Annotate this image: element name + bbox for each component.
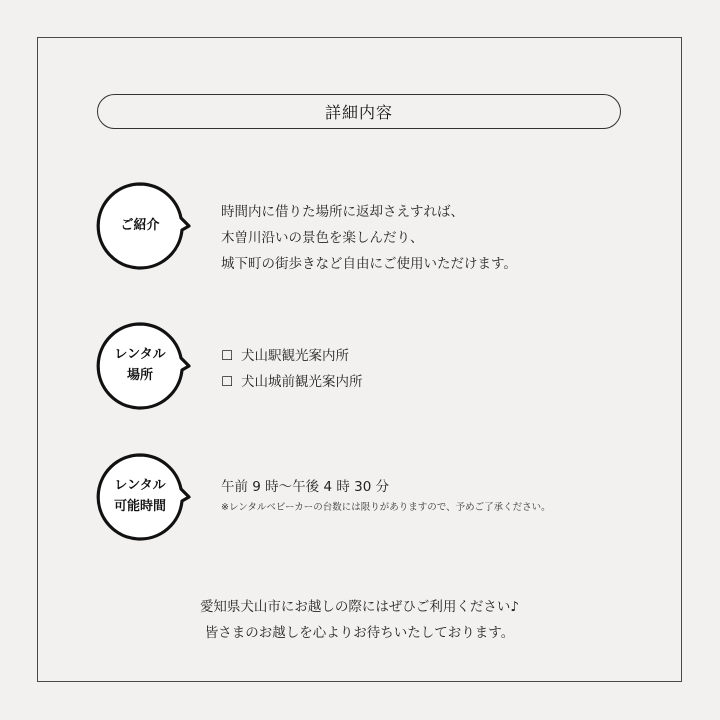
rental-location-bubble-label-line1: レンタル (114, 347, 166, 362)
footer-line: 愛知県犬山市にお越しの際にはぜひご利用ください♪ (199, 599, 520, 615)
rental-location-item: 犬山城前観光案内所 (241, 374, 363, 390)
rental-hours-bubble-label-line1: レンタル (114, 478, 166, 493)
section-title-text: 詳細内容 (324, 103, 393, 122)
rental-location-speech-bubble (96, 322, 194, 412)
list-item (221, 343, 363, 369)
intro-line: 木曽川沿いの景色を楽しんだり、 (221, 230, 424, 246)
rental-hours-speech-bubble (96, 453, 194, 543)
rental-location-bubble-label-line2: 場所 (126, 368, 153, 383)
footer-line: 皆さまのお越しを心よりお待ちいたしております。 (204, 625, 515, 641)
rental-hours-text: 午前 9 時〜午後 4 時 30 分 (221, 479, 390, 495)
rental-hours-bubble-label-line2: 可能時間 (113, 499, 166, 514)
checkbox-icon: ☐ (221, 374, 234, 390)
rental-location-list (221, 343, 363, 395)
footer-message (37, 594, 682, 646)
intro-bubble-label: ご紹介 (120, 217, 160, 233)
rental-hours-info (221, 477, 551, 515)
list-item (221, 369, 363, 395)
rental-location-item: 犬山駅観光案内所 (241, 348, 349, 364)
intro-line: 城下町の街歩きなど自由にご使用いただけます。 (221, 256, 517, 272)
section-title (97, 94, 621, 129)
intro-description (221, 199, 517, 277)
intro-line: 時間内に借りた場所に返却さえすれば、 (221, 204, 464, 220)
intro-speech-bubble (96, 182, 194, 272)
checkbox-icon: ☐ (221, 348, 234, 364)
rental-hours-note: ※レンタルベビーカーの台数には限りがありますので、予めご了承ください。 (221, 502, 551, 513)
